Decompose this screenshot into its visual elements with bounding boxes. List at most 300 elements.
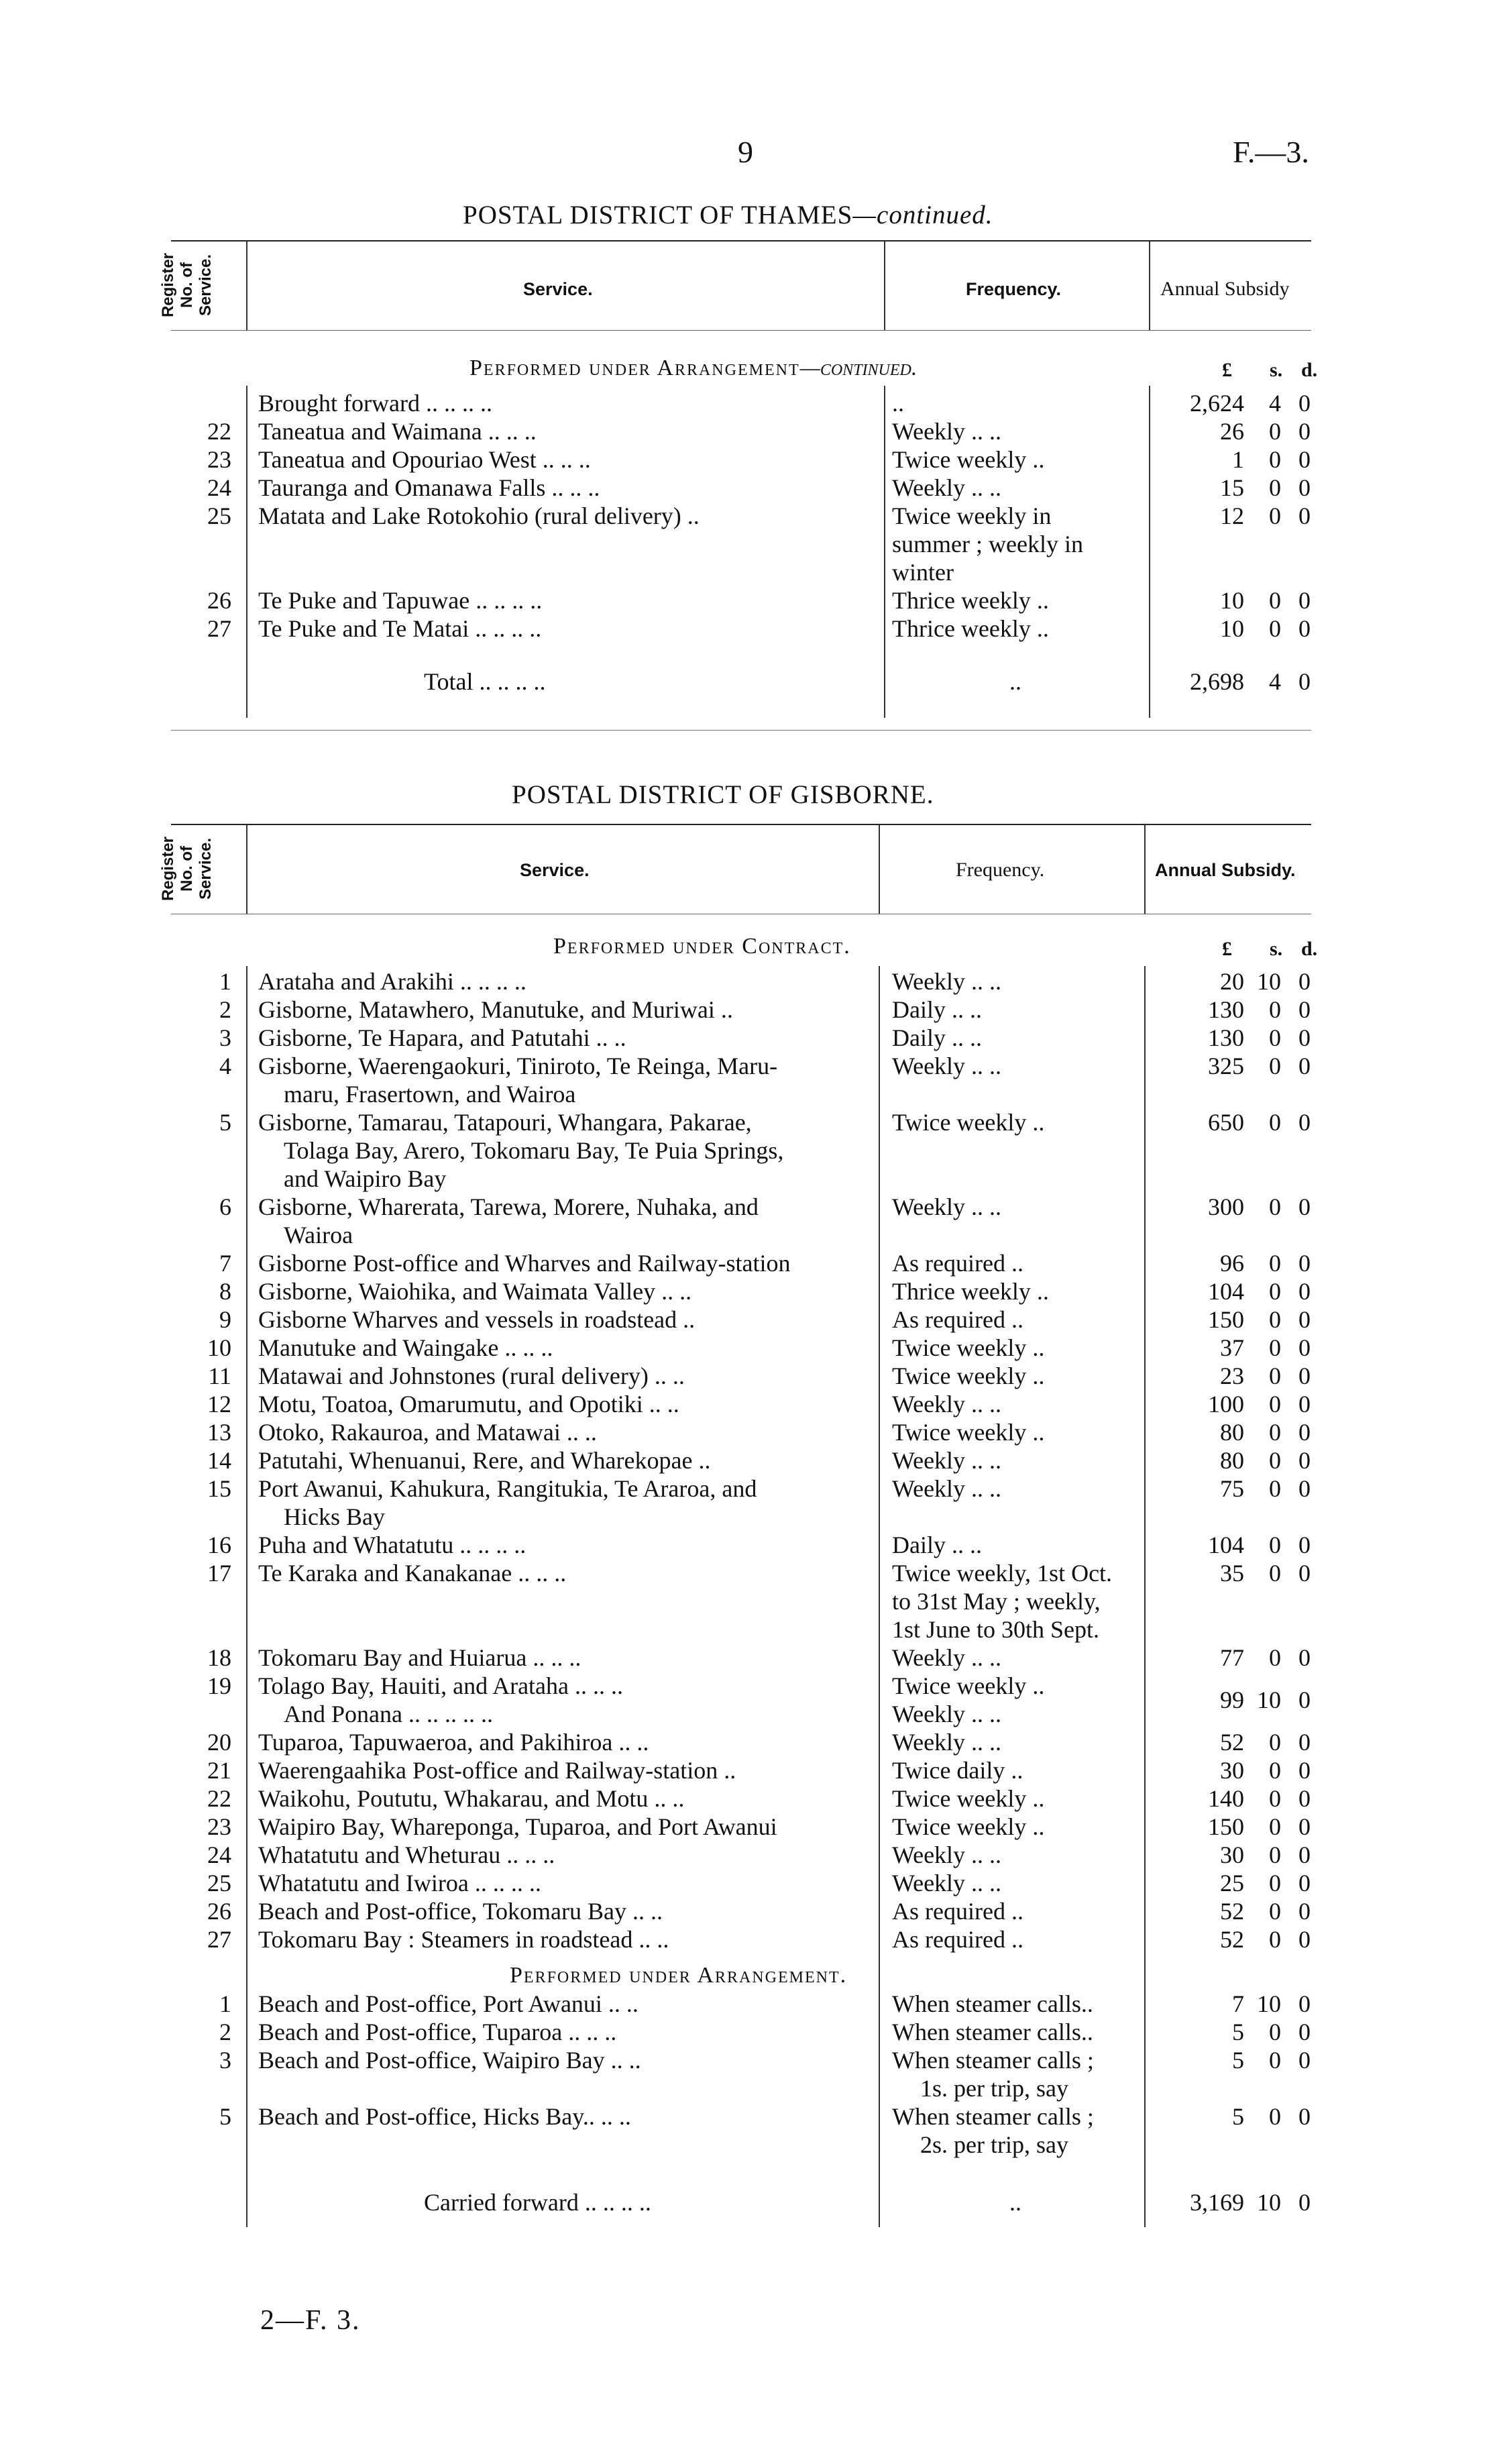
register-number: 18 bbox=[207, 1644, 231, 1671]
frequency-line: When steamer calls.. bbox=[892, 1990, 1093, 2017]
frequency-cell bbox=[892, 1869, 1133, 1897]
frequency-cell bbox=[892, 389, 1133, 417]
register-number: 15 bbox=[207, 1475, 231, 1502]
frequency-cell bbox=[892, 967, 1133, 996]
frequency-line: When steamer calls.. bbox=[892, 2019, 1093, 2045]
gisborne-header-divider-3 bbox=[1144, 825, 1146, 914]
register-number: 27 bbox=[207, 1926, 231, 1953]
register-number: 27 bbox=[207, 615, 231, 642]
service-cell bbox=[258, 1869, 879, 1897]
subsidy-pence: 0 bbox=[1298, 587, 1311, 614]
gisborne-currency-pounds: £ bbox=[1222, 938, 1232, 960]
subsidy-shillings: 0 bbox=[1269, 1841, 1281, 1868]
frequency-cell bbox=[892, 1531, 1133, 1559]
frequency-line: Weekly .. .. bbox=[892, 1701, 1002, 1727]
subsidy-pounds: 20 bbox=[1220, 968, 1244, 995]
frequency-line: Weekly .. .. bbox=[892, 1729, 1002, 1756]
subsidy-shillings: 0 bbox=[1269, 2047, 1281, 2074]
subsidy-shillings: 0 bbox=[1269, 1870, 1281, 1896]
service-cell bbox=[258, 1305, 879, 1334]
thames-currency-shillings: s. bbox=[1270, 359, 1283, 381]
frequency-line: As required .. bbox=[892, 1898, 1023, 1925]
gisborne-col-subsidy: Annual Subsidy. bbox=[1155, 860, 1296, 880]
frequency-line: .. bbox=[892, 390, 904, 417]
register-number: 26 bbox=[207, 1898, 231, 1925]
subsidy-pence: 0 bbox=[1298, 1813, 1311, 1840]
subsidy-shillings: 0 bbox=[1269, 1334, 1281, 1361]
subsidy-pounds: 650 bbox=[1208, 1109, 1244, 1136]
frequency-cell bbox=[892, 1756, 1133, 1784]
frequency-cell bbox=[892, 1193, 1133, 1221]
service-cell bbox=[258, 445, 879, 474]
service-line: Gisborne Post-office and Wharves and Railway-station bbox=[258, 1250, 791, 1277]
service-line: Tokomaru Bay : Steamers in roadstead .. .. bbox=[258, 1926, 669, 1953]
subsidy-shillings: 0 bbox=[1269, 1053, 1281, 1079]
subsidy-pounds: 30 bbox=[1220, 1841, 1244, 1868]
service-line: Motu, Toatoa, Omarumutu, and Opotiki .. .. bbox=[258, 1391, 679, 1417]
subsidy-pounds: 52 bbox=[1220, 1898, 1244, 1925]
service-line: Waerengaahika Post-office and Railway-station .. bbox=[258, 1757, 736, 1784]
frequency-cell bbox=[892, 1559, 1133, 1644]
service-line: Manutuke and Waingake .. .. .. bbox=[258, 1334, 553, 1361]
register-number: 21 bbox=[207, 1757, 231, 1784]
service-cell bbox=[258, 1418, 879, 1446]
gisborne-body-divider-1 bbox=[246, 966, 247, 2227]
gisborne-body-divider-3 bbox=[1144, 966, 1146, 2227]
frequency-cell bbox=[892, 1925, 1133, 1953]
subsidy-shillings: 0 bbox=[1269, 1813, 1281, 1840]
subsidy-pounds: 52 bbox=[1220, 1926, 1244, 1953]
service-cell bbox=[258, 1390, 879, 1418]
service-cell bbox=[258, 967, 879, 996]
service-line: Gisborne, Matawhero, Manutuke, and Muriwai .. bbox=[258, 996, 733, 1023]
thames-total-pounds: 2,698 bbox=[1190, 668, 1244, 695]
thames-header-bottom-rule bbox=[171, 330, 1311, 331]
frequency-line: 1s. per trip, say bbox=[920, 2075, 1068, 2102]
subsidy-shillings: 0 bbox=[1269, 1278, 1281, 1305]
gisborne-contract-heading: Performed under Contract. bbox=[553, 934, 851, 959]
register-number: 1 bbox=[219, 1990, 231, 2017]
service-line: Beach and Post-office, Port Awanui .. .. bbox=[258, 1990, 639, 2017]
service-line: Beach and Post-office, Waipiro Bay .. .. bbox=[258, 2047, 641, 2074]
thames-header-top-rule bbox=[171, 240, 1311, 242]
frequency-cell bbox=[892, 2046, 1133, 2102]
subsidy-pence: 0 bbox=[1298, 1870, 1311, 1896]
register-number: 12 bbox=[207, 1391, 231, 1417]
subsidy-pounds: 30 bbox=[1220, 1757, 1244, 1784]
service-line: Gisborne Wharves and vessels in roadstead .. bbox=[258, 1306, 696, 1333]
service-cell bbox=[258, 1756, 879, 1784]
subsidy-shillings: 0 bbox=[1269, 1024, 1281, 1051]
subsidy-shillings: 10 bbox=[1257, 1686, 1281, 1713]
subsidy-pounds: 10 bbox=[1220, 615, 1244, 642]
frequency-line: Twice weekly in bbox=[892, 502, 1052, 529]
frequency-line: Twice weekly .. bbox=[892, 1362, 1045, 1389]
subsidy-pence: 0 bbox=[1298, 1109, 1311, 1136]
subsidy-shillings: 0 bbox=[1269, 1475, 1281, 1502]
subsidy-pence: 0 bbox=[1298, 2019, 1311, 2045]
subsidy-shillings: 0 bbox=[1269, 1926, 1281, 1953]
thames-col-frequency: Frequency. bbox=[966, 279, 1062, 299]
register-number: 26 bbox=[207, 587, 231, 614]
frequency-line: Twice weekly .. bbox=[892, 446, 1045, 473]
subsidy-pence: 0 bbox=[1298, 1391, 1311, 1417]
service-line: Gisborne, Waerengaokuri, Tiniroto, Te Reinga, Maru- bbox=[258, 1053, 778, 1079]
gisborne-col-service: Service. bbox=[520, 860, 590, 880]
frequency-line: Daily .. .. bbox=[892, 996, 982, 1023]
service-cell bbox=[258, 1672, 879, 1728]
subsidy-pounds: 100 bbox=[1208, 1391, 1244, 1417]
subsidy-pounds: 150 bbox=[1208, 1813, 1244, 1840]
subsidy-pounds: 5 bbox=[1232, 2103, 1244, 2130]
frequency-line: Daily .. .. bbox=[892, 1532, 982, 1558]
subsidy-pence: 0 bbox=[1298, 1419, 1311, 1446]
service-cell bbox=[258, 1334, 879, 1362]
frequency-cell bbox=[892, 1334, 1133, 1362]
register-number: 24 bbox=[207, 1841, 231, 1868]
subsidy-pence: 0 bbox=[1298, 390, 1311, 417]
gisborne-currency-shillings: s. bbox=[1270, 938, 1283, 960]
frequency-cell bbox=[892, 586, 1133, 614]
subsidy-pounds: 99 bbox=[1220, 1686, 1244, 1713]
subsidy-shillings: 0 bbox=[1269, 2019, 1281, 2045]
service-line: Whatatutu and Iwiroa .. .. .. .. bbox=[258, 1870, 541, 1896]
thames-total-label: Total .. .. .. .. bbox=[424, 668, 546, 695]
service-cell bbox=[258, 614, 879, 643]
subsidy-pounds: 77 bbox=[1220, 1644, 1244, 1671]
frequency-line: Weekly .. .. bbox=[892, 968, 1002, 995]
frequency-cell bbox=[892, 1446, 1133, 1475]
service-line: Tauranga and Omanawa Falls .. .. .. bbox=[258, 474, 600, 501]
service-cell bbox=[258, 1362, 879, 1390]
thames-section-suffix: —continued. bbox=[799, 356, 918, 380]
frequency-line: Twice weekly .. bbox=[892, 1109, 1045, 1136]
subsidy-pounds: 37 bbox=[1220, 1334, 1244, 1361]
frequency-line: Daily .. .. bbox=[892, 1024, 982, 1051]
subsidy-pounds: 12 bbox=[1220, 502, 1244, 529]
subsidy-shillings: 10 bbox=[1257, 1990, 1281, 2017]
subsidy-pounds: 150 bbox=[1208, 1306, 1244, 1333]
gisborne-body-divider-2 bbox=[879, 966, 880, 2227]
frequency-line: Weekly .. .. bbox=[892, 1870, 1002, 1896]
register-number: 11 bbox=[208, 1362, 231, 1389]
service-cell bbox=[258, 2046, 879, 2074]
service-line: Te Puke and Tapuwae .. .. .. .. bbox=[258, 587, 543, 614]
register-number: 6 bbox=[219, 1193, 231, 1220]
subsidy-pounds: 23 bbox=[1220, 1362, 1244, 1389]
thames-total-shillings: 4 bbox=[1269, 668, 1281, 695]
frequency-line: Weekly .. .. bbox=[892, 1841, 1002, 1868]
subsidy-pounds: 26 bbox=[1220, 418, 1244, 445]
thames-title bbox=[463, 200, 993, 230]
frequency-line: Weekly .. .. bbox=[892, 1644, 1002, 1671]
register-number: 9 bbox=[219, 1306, 231, 1333]
frequency-cell bbox=[892, 2102, 1133, 2159]
subsidy-pence: 0 bbox=[1298, 1053, 1311, 1079]
register-number: 2 bbox=[219, 996, 231, 1023]
register-number: 3 bbox=[219, 1024, 231, 1051]
frequency-line: Weekly .. .. bbox=[892, 474, 1002, 501]
gisborne-arrangement-heading: Performed under Arrangement. bbox=[510, 1963, 848, 1988]
frequency-line: Twice daily .. bbox=[892, 1757, 1023, 1784]
subsidy-pence: 0 bbox=[1298, 1024, 1311, 1051]
frequency-cell bbox=[892, 1108, 1133, 1136]
register-number: 8 bbox=[219, 1278, 231, 1305]
frequency-line: Weekly .. .. bbox=[892, 1053, 1002, 1079]
service-cell bbox=[258, 502, 879, 530]
thames-body-divider-1 bbox=[246, 386, 247, 718]
frequency-line: 1st June to 30th Sept. bbox=[892, 1616, 1100, 1643]
subsidy-pence: 0 bbox=[1298, 418, 1311, 445]
subsidy-shillings: 0 bbox=[1269, 1306, 1281, 1333]
service-cell bbox=[258, 1475, 879, 1531]
subsidy-pence: 0 bbox=[1298, 1841, 1311, 1868]
subsidy-pounds: 300 bbox=[1208, 1193, 1244, 1220]
frequency-line: Thrice weekly .. bbox=[892, 587, 1049, 614]
service-line: Otoko, Rakauroa, and Matawai .. .. bbox=[258, 1419, 597, 1446]
service-cell bbox=[258, 996, 879, 1024]
register-number: 5 bbox=[219, 2103, 231, 2130]
register-number: 13 bbox=[207, 1419, 231, 1446]
frequency-cell bbox=[892, 1249, 1133, 1277]
thames-section-heading bbox=[469, 356, 917, 381]
subsidy-pence: 0 bbox=[1298, 1898, 1311, 1925]
frequency-line: Twice weekly .. bbox=[892, 1419, 1045, 1446]
gisborne-col-frequency: Frequency. bbox=[956, 859, 1045, 881]
frequency-line: As required .. bbox=[892, 1250, 1023, 1277]
service-line: Port Awanui, Kahukura, Rangitukia, Te Araroa, and bbox=[258, 1475, 757, 1502]
service-line: Matata and Lake Rotokohio (rural delivery) .. bbox=[258, 502, 700, 529]
gisborne-carried-shillings: 10 bbox=[1257, 2189, 1281, 2216]
service-line: Wairoa bbox=[284, 1222, 353, 1248]
frequency-cell bbox=[892, 1362, 1133, 1390]
gisborne-currency-pence: d. bbox=[1301, 938, 1318, 960]
frequency-line: Weekly .. .. bbox=[892, 1391, 1002, 1417]
service-line: Beach and Post-office, Hicks Bay.. .. .. bbox=[258, 2103, 631, 2130]
subsidy-pounds: 2,624 bbox=[1190, 390, 1244, 417]
gisborne-header-divider-1 bbox=[246, 825, 247, 914]
frequency-line: to 31st May ; weekly, bbox=[892, 1588, 1101, 1615]
thames-header-divider-2 bbox=[884, 242, 885, 330]
frequency-line: Twice weekly, 1st Oct. bbox=[892, 1560, 1113, 1587]
register-number: 24 bbox=[207, 474, 231, 501]
frequency-cell bbox=[892, 1897, 1133, 1925]
subsidy-shillings: 0 bbox=[1269, 1447, 1281, 1474]
register-number: 14 bbox=[207, 1447, 231, 1474]
service-cell bbox=[258, 1193, 879, 1249]
subsidy-pence: 0 bbox=[1298, 2047, 1311, 2074]
gisborne-title: POSTAL DISTRICT OF GISBORNE. bbox=[512, 780, 934, 809]
register-number: 19 bbox=[207, 1672, 231, 1699]
subsidy-pounds: 5 bbox=[1232, 2019, 1244, 2045]
frequency-cell bbox=[892, 1418, 1133, 1446]
gisborne-carried-pence: 0 bbox=[1298, 2189, 1311, 2216]
register-number: 7 bbox=[219, 1250, 231, 1277]
subsidy-pence: 0 bbox=[1298, 1644, 1311, 1671]
thames-col-service: Service. bbox=[523, 279, 593, 299]
frequency-cell bbox=[892, 1277, 1133, 1305]
subsidy-shillings: 0 bbox=[1269, 474, 1281, 501]
register-number: 23 bbox=[207, 446, 231, 473]
subsidy-pounds: 104 bbox=[1208, 1278, 1244, 1305]
register-number: 17 bbox=[207, 1560, 231, 1587]
subsidy-pounds: 25 bbox=[1220, 1870, 1244, 1896]
thames-header-divider-1 bbox=[246, 242, 247, 330]
footer-signature: 2—F. 3. bbox=[260, 2305, 361, 2336]
service-cell bbox=[258, 2102, 879, 2131]
subsidy-pounds: 96 bbox=[1220, 1250, 1244, 1277]
frequency-line: Weekly .. .. bbox=[892, 418, 1002, 445]
subsidy-pounds: 130 bbox=[1208, 996, 1244, 1023]
service-cell bbox=[258, 1108, 879, 1193]
subsidy-shillings: 0 bbox=[1269, 996, 1281, 1023]
subsidy-pounds: 140 bbox=[1208, 1785, 1244, 1812]
frequency-line: When steamer calls ; bbox=[892, 2047, 1094, 2074]
subsidy-shillings: 0 bbox=[1269, 1362, 1281, 1389]
frequency-line: Twice weekly .. bbox=[892, 1813, 1045, 1840]
register-number: 23 bbox=[207, 1813, 231, 1840]
frequency-line: winter bbox=[892, 559, 954, 586]
thames-col-register: Register No. of Service. bbox=[159, 252, 215, 318]
service-cell bbox=[258, 1728, 879, 1756]
subsidy-pounds: 130 bbox=[1208, 1024, 1244, 1051]
service-line: Puha and Whatatutu .. .. .. .. bbox=[258, 1532, 526, 1558]
subsidy-pence: 0 bbox=[1298, 1729, 1311, 1756]
subsidy-pence: 0 bbox=[1298, 968, 1311, 995]
frequency-cell bbox=[892, 1305, 1133, 1334]
frequency-cell bbox=[892, 1672, 1133, 1728]
subsidy-pence: 0 bbox=[1298, 1990, 1311, 2017]
subsidy-pence: 0 bbox=[1298, 1785, 1311, 1812]
service-line: Patutahi, Whenuanui, Rere, and Wharekopae .. bbox=[258, 1447, 711, 1474]
frequency-line: When steamer calls ; bbox=[892, 2103, 1094, 2130]
subsidy-pence: 0 bbox=[1298, 1475, 1311, 1502]
subsidy-pence: 0 bbox=[1298, 1193, 1311, 1220]
subsidy-pence: 0 bbox=[1298, 1250, 1311, 1277]
frequency-line: 2s. per trip, say bbox=[920, 2131, 1068, 2158]
subsidy-shillings: 0 bbox=[1269, 1419, 1281, 1446]
frequency-line: Twice weekly .. bbox=[892, 1672, 1045, 1699]
service-line: Te Puke and Te Matai .. .. .. .. bbox=[258, 615, 542, 642]
service-line: Gisborne, Waiohika, and Waimata Valley .. .. bbox=[258, 1278, 692, 1305]
subsidy-shillings: 0 bbox=[1269, 418, 1281, 445]
subsidy-pounds: 104 bbox=[1208, 1532, 1244, 1558]
thames-currency-pounds: £ bbox=[1222, 359, 1232, 381]
frequency-cell bbox=[892, 417, 1133, 445]
service-cell bbox=[258, 1052, 879, 1108]
subsidy-pounds: 80 bbox=[1220, 1447, 1244, 1474]
subsidy-shillings: 4 bbox=[1269, 390, 1281, 417]
frequency-cell bbox=[892, 1841, 1133, 1869]
subsidy-pence: 0 bbox=[1298, 615, 1311, 642]
frequency-cell bbox=[892, 1990, 1133, 2018]
frequency-cell bbox=[892, 1024, 1133, 1052]
subsidy-shillings: 0 bbox=[1269, 1532, 1281, 1558]
subsidy-pence: 0 bbox=[1298, 1306, 1311, 1333]
subsidy-pence: 0 bbox=[1298, 1560, 1311, 1587]
subsidy-pence: 0 bbox=[1298, 474, 1311, 501]
thames-end-rule bbox=[171, 730, 1311, 731]
service-cell bbox=[258, 389, 879, 417]
subsidy-pounds: 80 bbox=[1220, 1419, 1244, 1446]
subsidy-pounds: 5 bbox=[1232, 2047, 1244, 2074]
subsidy-shillings: 10 bbox=[1257, 968, 1281, 995]
thames-total-pence: 0 bbox=[1298, 668, 1311, 695]
service-line: Arataha and Arakihi .. .. .. .. bbox=[258, 968, 526, 995]
service-line: And Ponana .. .. .. .. .. bbox=[284, 1701, 493, 1727]
register-number: 2 bbox=[219, 2019, 231, 2045]
register-number: 16 bbox=[207, 1532, 231, 1558]
service-cell bbox=[258, 2018, 879, 2046]
service-line: Waikohu, Poututu, Whakarau, and Motu .. .. bbox=[258, 1785, 685, 1812]
service-line: Beach and Post-office, Tuparoa .. .. .. bbox=[258, 2019, 617, 2045]
service-cell bbox=[258, 1925, 879, 1953]
subsidy-pence: 0 bbox=[1298, 996, 1311, 1023]
register-number: 10 bbox=[207, 1334, 231, 1361]
subsidy-shillings: 0 bbox=[1269, 1193, 1281, 1220]
thames-col-subsidy: Annual Subsidy bbox=[1160, 278, 1290, 300]
service-line: Beach and Post-office, Tokomaru Bay .. .. bbox=[258, 1898, 663, 1925]
service-line: Tuparoa, Tapuwaeroa, and Pakihiroa .. .. bbox=[258, 1729, 649, 1756]
frequency-cell bbox=[892, 2018, 1133, 2046]
thames-currency-pence: d. bbox=[1301, 359, 1318, 381]
service-line: Taneatua and Opouriao West .. .. .. bbox=[258, 446, 591, 473]
subsidy-pence: 0 bbox=[1298, 1362, 1311, 1389]
service-line: and Waipiro Bay bbox=[284, 1165, 447, 1192]
frequency-line: Thrice weekly .. bbox=[892, 615, 1049, 642]
frequency-line: Weekly .. .. bbox=[892, 1447, 1002, 1474]
service-cell bbox=[258, 474, 879, 502]
frequency-cell bbox=[892, 1390, 1133, 1418]
gisborne-col-register: Register No. of Service. bbox=[159, 836, 215, 902]
subsidy-shillings: 0 bbox=[1269, 587, 1281, 614]
service-cell bbox=[258, 1249, 879, 1277]
frequency-cell bbox=[892, 1813, 1133, 1841]
register-number: 1 bbox=[219, 968, 231, 995]
thames-title-text: POSTAL DISTRICT OF THAMES bbox=[463, 201, 853, 229]
page-number: 9 bbox=[738, 135, 753, 169]
service-cell bbox=[258, 1897, 879, 1925]
frequency-line: Weekly .. .. bbox=[892, 1475, 1002, 1502]
frequency-line: Twice weekly .. bbox=[892, 1785, 1045, 1812]
subsidy-shillings: 0 bbox=[1269, 1757, 1281, 1784]
subsidy-shillings: 0 bbox=[1269, 446, 1281, 473]
page-code: F.—3. bbox=[1233, 135, 1309, 169]
frequency-line: Thrice weekly .. bbox=[892, 1278, 1049, 1305]
subsidy-shillings: 0 bbox=[1269, 1785, 1281, 1812]
subsidy-pence: 0 bbox=[1298, 502, 1311, 529]
thames-total-freq: .. bbox=[1009, 668, 1021, 695]
thames-header-divider-3 bbox=[1149, 242, 1150, 330]
subsidy-pounds: 75 bbox=[1220, 1475, 1244, 1502]
service-cell bbox=[258, 417, 879, 445]
service-line: Brought forward .. .. .. .. bbox=[258, 390, 492, 417]
service-cell bbox=[258, 1531, 879, 1559]
service-line: Gisborne, Wharerata, Tarewa, Morere, Nuhaka, and bbox=[258, 1193, 759, 1220]
gisborne-carried-freq: .. bbox=[1009, 2189, 1021, 2216]
service-line: Hicks Bay bbox=[284, 1503, 385, 1530]
subsidy-shillings: 0 bbox=[1269, 2103, 1281, 2130]
subsidy-shillings: 0 bbox=[1269, 1109, 1281, 1136]
frequency-line: summer ; weekly in bbox=[892, 531, 1083, 557]
thames-title-suffix: —continued. bbox=[852, 201, 993, 229]
service-line: Te Karaka and Kanakanae .. .. .. bbox=[258, 1560, 567, 1587]
service-line: Tolago Bay, Hauiti, and Arataha .. .. .. bbox=[258, 1672, 624, 1699]
service-cell bbox=[258, 1024, 879, 1052]
register-number: 25 bbox=[207, 502, 231, 529]
subsidy-pounds: 1 bbox=[1232, 446, 1244, 473]
frequency-cell bbox=[892, 996, 1133, 1024]
